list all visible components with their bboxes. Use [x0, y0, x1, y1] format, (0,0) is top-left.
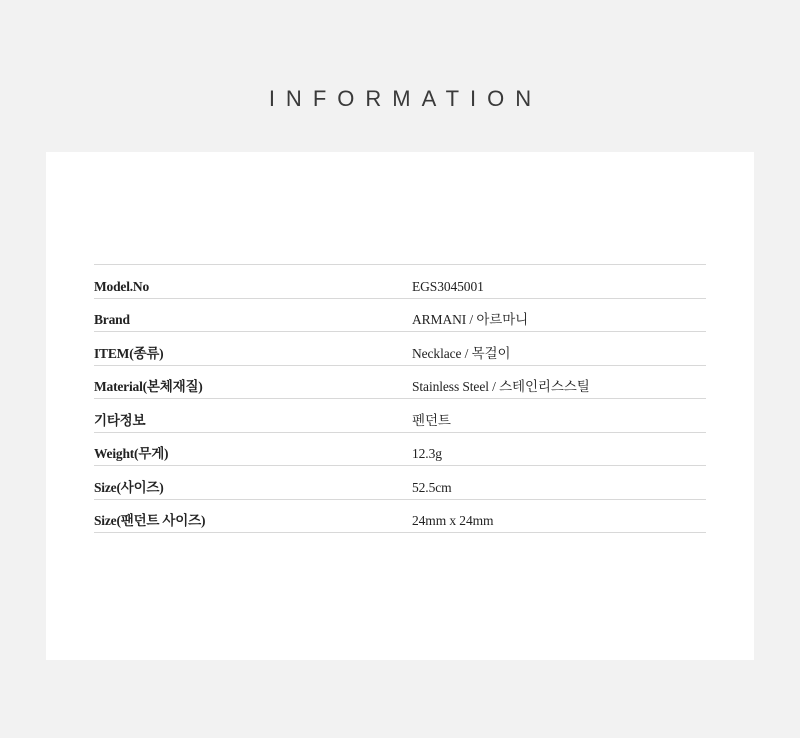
table-body — [94, 265, 706, 533]
spec-label: Size(사이즈) — [94, 466, 412, 500]
page-title: INFORMATION — [268, 86, 543, 111]
table-row — [94, 499, 706, 533]
spec-value: 52.5cm — [412, 466, 706, 500]
spec-value: ARMANI / 아르마니 — [412, 298, 706, 332]
spec-label: 기타정보 — [94, 399, 412, 433]
spec-label: Size(팬던트 사이즈) — [94, 499, 412, 533]
table-row — [94, 332, 706, 366]
spec-label: Material(본체재질) — [94, 365, 412, 399]
spec-value: Stainless Steel / 스테인리스스틸 — [412, 365, 706, 399]
spec-value: Necklace / 목걸이 — [412, 332, 706, 366]
table-row — [94, 432, 706, 466]
spec-label: Model.No — [94, 265, 412, 299]
spec-label: Brand — [94, 298, 412, 332]
information-card — [46, 152, 754, 660]
spec-value: 펜던트 — [412, 399, 706, 433]
table-row — [94, 365, 706, 399]
table-row — [94, 466, 706, 500]
table-row — [94, 298, 706, 332]
spec-label: Weight(무게) — [94, 432, 412, 466]
table-row — [94, 265, 706, 299]
table-row — [94, 399, 706, 433]
spec-label: ITEM(종류) — [94, 332, 412, 366]
spec-value: 24mm x 24mm — [412, 499, 706, 533]
spec-value: EGS3045001 — [412, 265, 706, 299]
product-specification-table — [94, 264, 706, 533]
spec-value: 12.3g — [412, 432, 706, 466]
